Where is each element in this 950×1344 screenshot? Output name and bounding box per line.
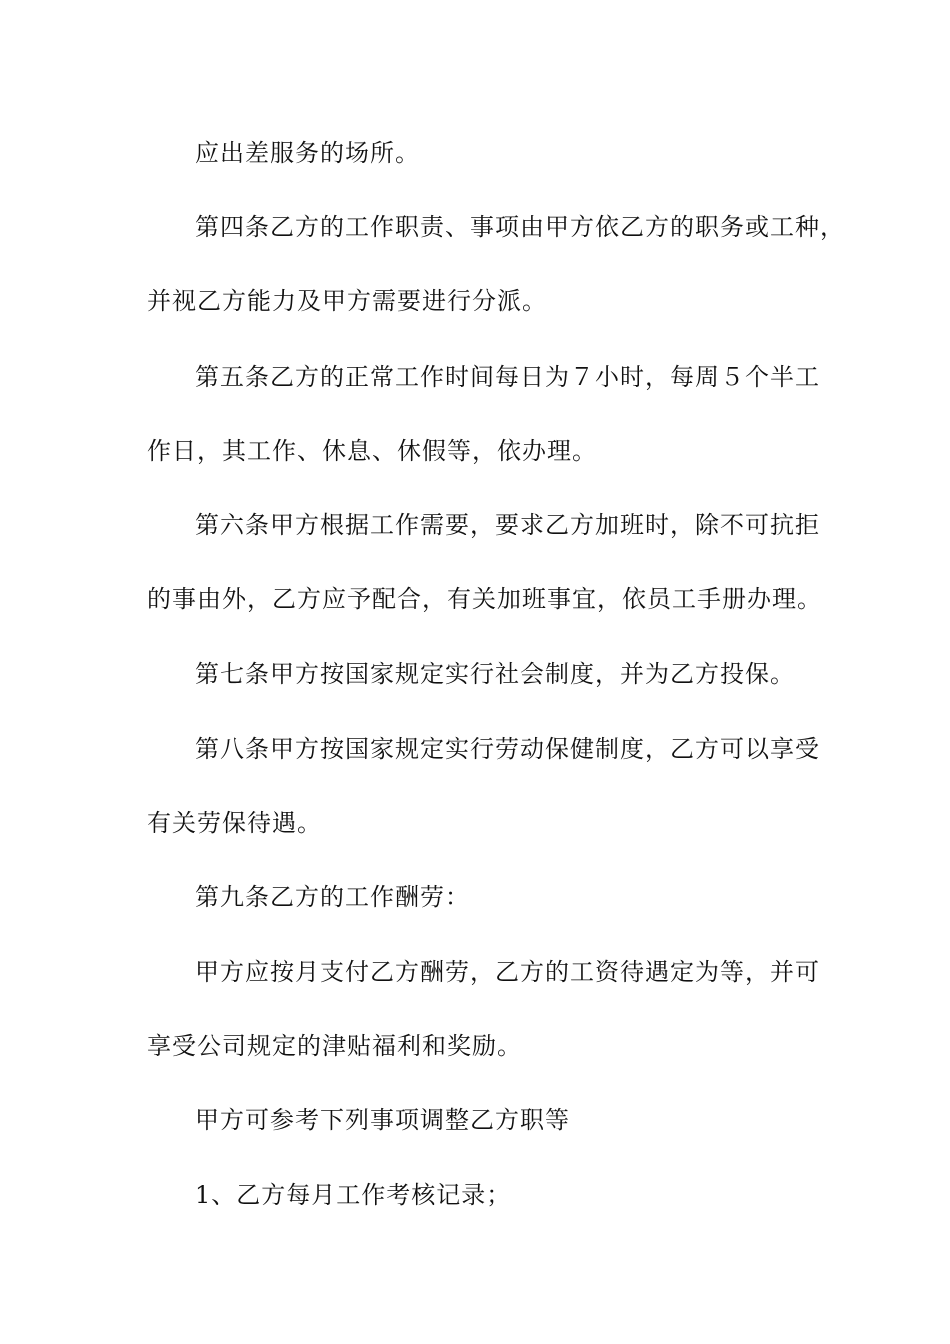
article-4-line-2: 并视乙方能力及甲方需要进行分派。 (147, 287, 547, 315)
article-9-heading: 第九条乙方的工作酬劳： (195, 883, 470, 911)
article-5-line-1: 第五条乙方的正常工作时间每日为７小时，每周５个半工 (195, 363, 820, 391)
article-6-line-1: 第六条甲方根据工作需要，要求乙方加班时，除不可抗拒 (195, 511, 820, 539)
article-4-line-1: 第四条乙方的工作职责、事项由甲方依乙方的职务或工种， (195, 213, 845, 241)
article-8-line-2: 有关劳保待遇。 (147, 809, 322, 837)
adjustment-heading: 甲方可参考下列事项调整乙方职等 (195, 1106, 570, 1134)
article-8-line-1: 第八条甲方按国家规定实行劳动保健制度，乙方可以享受 (195, 735, 820, 763)
article-5-line-2: 作日，其工作、休息、休假等，依办理。 (147, 437, 597, 465)
list-item-1: 1、乙方每月工作考核记录； (195, 1181, 512, 1209)
article-7-line: 第七条甲方按国家规定实行社会制度，并为乙方投保。 (195, 660, 795, 688)
paragraph-line: 应出差服务的场所。 (195, 139, 420, 167)
article-6-line-2: 的事由外，乙方应予配合，有关加班事宜，依员工手册办理。 (147, 585, 822, 613)
salary-line-1: 甲方应按月支付乙方酬劳，乙方的工资待遇定为等，并可 (195, 958, 820, 986)
salary-line-2: 享受公司规定的津贴福利和奖励。 (147, 1032, 522, 1060)
